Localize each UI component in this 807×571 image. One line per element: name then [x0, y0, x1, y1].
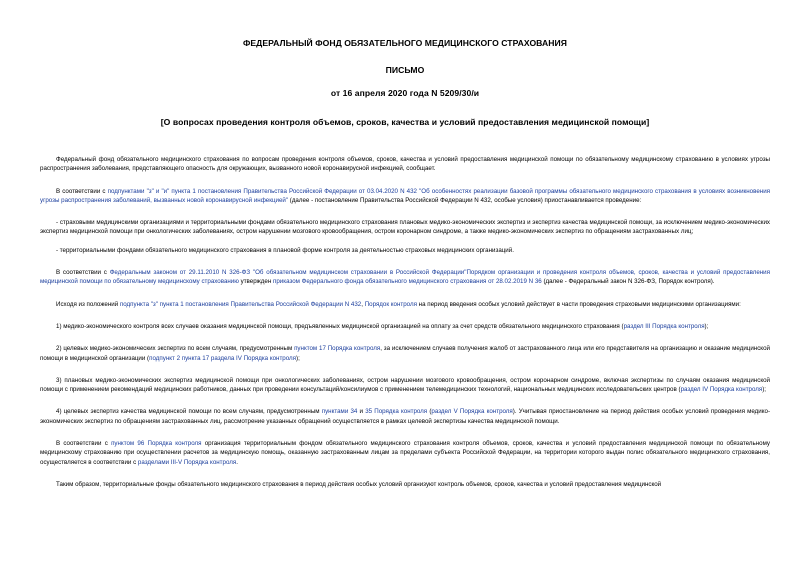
paragraph-item-2: 2) целевых медико-экономических экспертиз по всем случаям, предусмотренным пунктом 17 Порядка контроля, за исключением случаев получения жалоб от застрахованного лица или его представителя на организацию и оказание медицинской помощи в медицинской организации (подпункт 2 пункта 17 раздела IV Порядка контроля);	[40, 345, 770, 362]
paragraph-point-96: В соответствии с пунктом 96 Порядка контроля организация территориальным фондом обязательного медицинского страхования контроля объемов, сроков, качества и условий предоставления медицинской помощи по обязательному медицинскому страхованию при осуществлении расчетов за медицинскую помощь, оказанную застрахованным лицам за пределами субъекта Российской Федерации, на территории которого выдан полис обязательного медицинского страхования, осуществляется в соответствии с разделами III-V Порядка контроля.	[40, 440, 770, 466]
link-points-34[interactable]: пунктами 34	[321, 408, 358, 416]
paragraph-conclusion: Таким образом, территориальные фонды обязательного медицинского страхования в период действия особых условий организуют контроль объемов, сроков, качества и условий предоставления медицинской	[56, 480, 662, 488]
link-point-17[interactable]: пунктом 17 Порядка контроля	[294, 345, 381, 353]
link-federal-law-326[interactable]: Федеральным законом от 29.11.2010 N 326-ФЗ "Об обязательном медицинском страховании в Российской Федерации"	[109, 269, 467, 277]
link-section-5[interactable]: раздел V Порядка контроля	[431, 408, 513, 416]
org-title: ФЕДЕРАЛЬНЫЙ ФОНД ОБЯЗАТЕЛЬНОГО МЕДИЦИНСКОГО СТРАХОВАНИЯ	[243, 38, 567, 48]
paragraph-suspension: В соответствии с подпунктами "з" и "и" пункта 1 постановления Правительства Российской Федерации от 03.04.2020 N 432 "Об особенностях реализации базовой программы обязательного медицинского страхования в условиях возникновения угрозы распространения заболеваний, вызванных новой коронавирусной инфекцией" (далее - постановление Правительства Российской Федерации N 432, особые условия) приостанавливается проведение:	[40, 187, 770, 204]
doc-subject: [О вопросах проведения контроля объемов, сроков, качества и условий предоставления медицинской помощи]	[160, 117, 650, 127]
link-points-35[interactable]: 35 Порядка контроля	[365, 408, 428, 416]
link-subpoint-2-point-17[interactable]: подпункт 2 пункта 17 раздела IV Порядка контроля	[149, 354, 297, 362]
paragraph-item-1: 1) медико-экономического контроля всех случаев оказания медицинской помощи, предъявленных медицинской организацией на оплату за счет средств обязательного медицинского страхования (раздел III Порядка контроля);	[56, 322, 709, 330]
link-section-3[interactable]: раздел III Порядка контроля	[623, 322, 705, 330]
link-subparagraph-z[interactable]: подпункта "з" пункта 1 постановления Правительства Российской Федерации N 432	[119, 300, 362, 308]
link-control-procedure-2[interactable]: Порядок контроля	[364, 300, 417, 308]
doc-date-number: от 16 апреля 2020 года N 5209/30/и	[330, 88, 480, 98]
document-body	[40, 155, 770, 489]
paragraph-based-on: Исходя из положений подпункта "з" пункта 1 постановления Правительства Российской Федерации N 432, Порядок контроля на период введения особых условий действует в части проведения страховыми медицинскими организациями:	[56, 300, 741, 308]
link-order-36[interactable]: приказом Федерального фонда обязательного медицинского страхования от 28.02.2019 N 36	[272, 278, 542, 286]
link-point-96[interactable]: пунктом 96 Порядка контроля	[111, 440, 202, 448]
paragraph-intro: Федеральный фонд обязательного медицинского страхования по вопросам проведения контроля объемов, сроков, качества и условий предоставления медицинской помощи по обязательному медицинскому страхованию в условиях угрозы распространения заболевания, представляющего опасность для окружающих, вызванного новой коронавирусной инфекцией, сообщает.	[40, 156, 770, 173]
link-section-4[interactable]: раздел IV Порядка контроля	[680, 386, 763, 394]
paragraph-item-3: 3) плановых медико-экономических экспертиз медицинской помощи при онкологических заболеваниях, остром нарушении мозгового кровообращения, остром коронарном синдроме, включая экспертизы по случаям оказания медицинской помощи с применением рекомендаций медицинских работников, данных при проведении консультаций/консилиумов с применением телемедицинских технологий, национальных медицинских исследовательских центров (раздел IV Порядка контроля);	[40, 376, 770, 394]
paragraph-item-4: 4) целевых экспертиз качества медицинской помощи по всем случаям, предусмотренным пунктами 34 и 35 Порядка контроля (раздел V Порядка контроля). Учитывая приостановление на период действия особых условий проведения медико-экономических экспертиз по обращениям застрахованных лиц, рассмотрение указанных обращений осуществляется в рамках целевой экспертизы качества медицинской помощи.	[40, 408, 771, 425]
link-control-procedure[interactable]: Порядком организации и проведения контроля объемов, сроков, качества и условий предоставления медицинской помощи по обязательному медицинскому страхованию	[40, 269, 770, 286]
link-resolution-432[interactable]: подпунктами "з" и "и" пункта 1 постановления Правительства Российской Федерации от 03.04.2020 N 432 "Об особенностях реализации базовой программы обязательного медицинского страхования в условиях возникновения угрозы распространения заболеваний, вызванных новой коронавирусной инфекцией"	[40, 187, 770, 204]
paragraph-federal-law: В соответствии с Федеральным законом от 29.11.2010 N 326-ФЗ "Об обязательном медицинском страховании в Российской Федерации"Порядком организации и проведения контроля объемов, сроков, качества и условий предоставления медицинской помощи по обязательному медицинскому страхованию утвержден приказом Федерального фонда обязательного медицинского страхования от 28.02.2019 N 36 (далее - Федеральный закон N 326-ФЗ, Порядок контроля).	[40, 269, 770, 286]
link-sections-3-5[interactable]: разделами III-V Порядка контроля	[137, 458, 237, 466]
doc-type: ПИСЬМО	[385, 65, 425, 75]
paragraph-bullet-funds: - территориальными фондами обязательного медицинского страхования в плановой форме контроля за деятельностью страховых медицинских организаций.	[56, 246, 514, 254]
paragraph-bullet-insurers: - страховыми медицинскими организациями и территориальными фондами обязательного медицинского страхования плановых медико-экономических экспертиз и экспертиз качества медицинской помощи, за исключением медико-экономических экспертиз медицинской помощи при онкологических заболеваниях, остром нарушении мозгового кровообращения, остром коронарном синдроме, а также медико-экономических экспертиз по обращениям застрахованных лиц;	[40, 219, 770, 236]
